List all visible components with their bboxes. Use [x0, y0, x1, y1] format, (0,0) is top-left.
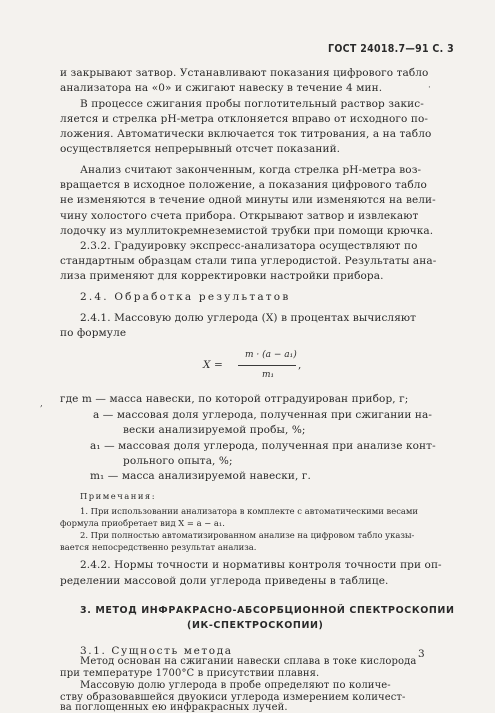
text-line: по формуле: [60, 327, 127, 339]
text-line: осуществляется непрерывный отсчет показаний.: [60, 143, 341, 155]
formula-numerator: m · (a − a₁): [245, 350, 297, 360]
text-line: В процессе сжигания пробы поглотительный раствор закис-: [80, 98, 424, 110]
text-line: и закрывают затвор. Устанавливают показания цифрового табло: [60, 67, 429, 79]
formula-denominator: m₁: [262, 370, 275, 380]
text-line: лодочку из муллитокремнеземистой трубки при помощи крючка.: [60, 225, 434, 237]
page-header: ГОСТ 24018.7—91 С. 3: [328, 43, 454, 55]
definition-line: m₁ — масса анализируемой навески, г.: [90, 470, 311, 482]
text-line: ляется и стрелка pH-метра отклоняется вправо от исходного по-: [60, 113, 429, 125]
text-line: ложения. Автоматически включается ток титрования, а на табло: [60, 128, 432, 140]
scan-mark: ,: [40, 399, 43, 409]
text-line: лиза применяют для корректировки настройки прибора.: [60, 270, 384, 282]
note-line: формула приобретает вид X = a − a₁.: [60, 518, 225, 528]
note-line: 2. При полностью автоматизированном анализе на цифровом табло указы-: [80, 530, 415, 540]
text-line: 2.3.2. Градуировку экспресс-анализатора осуществляют по: [80, 240, 418, 252]
section-heading-2-4: 2.4. Обработка результатов: [80, 291, 291, 303]
notes-title: Примечания:: [80, 491, 157, 501]
text-line: 2.4.1. Массовую долю углерода (X) в процентах вычисляют: [80, 312, 417, 324]
formula-lhs: X =: [203, 359, 223, 371]
definition-line: a₁ — массовая доля углерода, полученная при анализе конт-: [90, 440, 436, 452]
text-line: ва поглощенных ею инфракрасных лучей.: [60, 702, 288, 713]
definition-line: a — массовая доля углерода, полученная при сжигании на-: [93, 409, 433, 421]
section-heading-3: 3. МЕТОД ИНФРАКРАСНО-АБСОРБЦИОННОЙ СПЕКТРОСКОПИИ: [80, 605, 455, 616]
text-line: 2.4.2. Нормы точности и нормативы контроля точности при оп-: [80, 559, 442, 571]
scan-mark: ·: [428, 83, 431, 93]
text-line: вращается в исходное положение, а показания цифрового табло: [60, 179, 427, 191]
definition-line: где m — масса навески, по которой отградуирован прибор, г;: [60, 393, 409, 405]
text-line: Массовую долю углерода в пробе определяют по количе-: [80, 680, 391, 691]
text-line: чину холостого счета прибора. Открывают затвор и извлекают: [60, 210, 419, 222]
text-line: стандартным образцам стали типа углеродистой. Результаты ана-: [60, 255, 437, 267]
note-line: вается непосредственно результат анализа.: [60, 542, 257, 552]
section-heading-3-sub: (ИК-СПЕКТРОСКОПИИ): [187, 620, 324, 631]
text-line: не изменяются в течение одной минуты или изменяются на вели-: [60, 194, 436, 206]
text-line: Метод основан на сжигании навески сплава в токе кислорода: [80, 656, 417, 667]
text-line: при температуре 1700°С в присутствии плавня.: [60, 668, 320, 679]
note-line: 1. При использовании анализатора в комплекте с автоматическими весами: [80, 506, 418, 516]
fraction-bar: [238, 365, 296, 366]
section-heading-3-1: 3.1. Сущность метода: [80, 645, 233, 657]
formula-comma: ,: [298, 359, 302, 371]
text-line: ству образовавшейся двуокиси углерода измерением количест-: [60, 692, 406, 703]
text-line: анализатора на «0» и сжигают навеску в течение 4 мин.: [60, 82, 383, 94]
text-line: Анализ считают законченным, когда стрелка pH-метра воз-: [80, 164, 422, 176]
definition-line: вески анализируемой пробы, %;: [123, 424, 306, 436]
page-number: 3: [418, 648, 425, 660]
text-line: ределении массовой доли углерода приведены в таблице.: [60, 575, 389, 587]
definition-line: рольного опыта, %;: [123, 455, 233, 467]
